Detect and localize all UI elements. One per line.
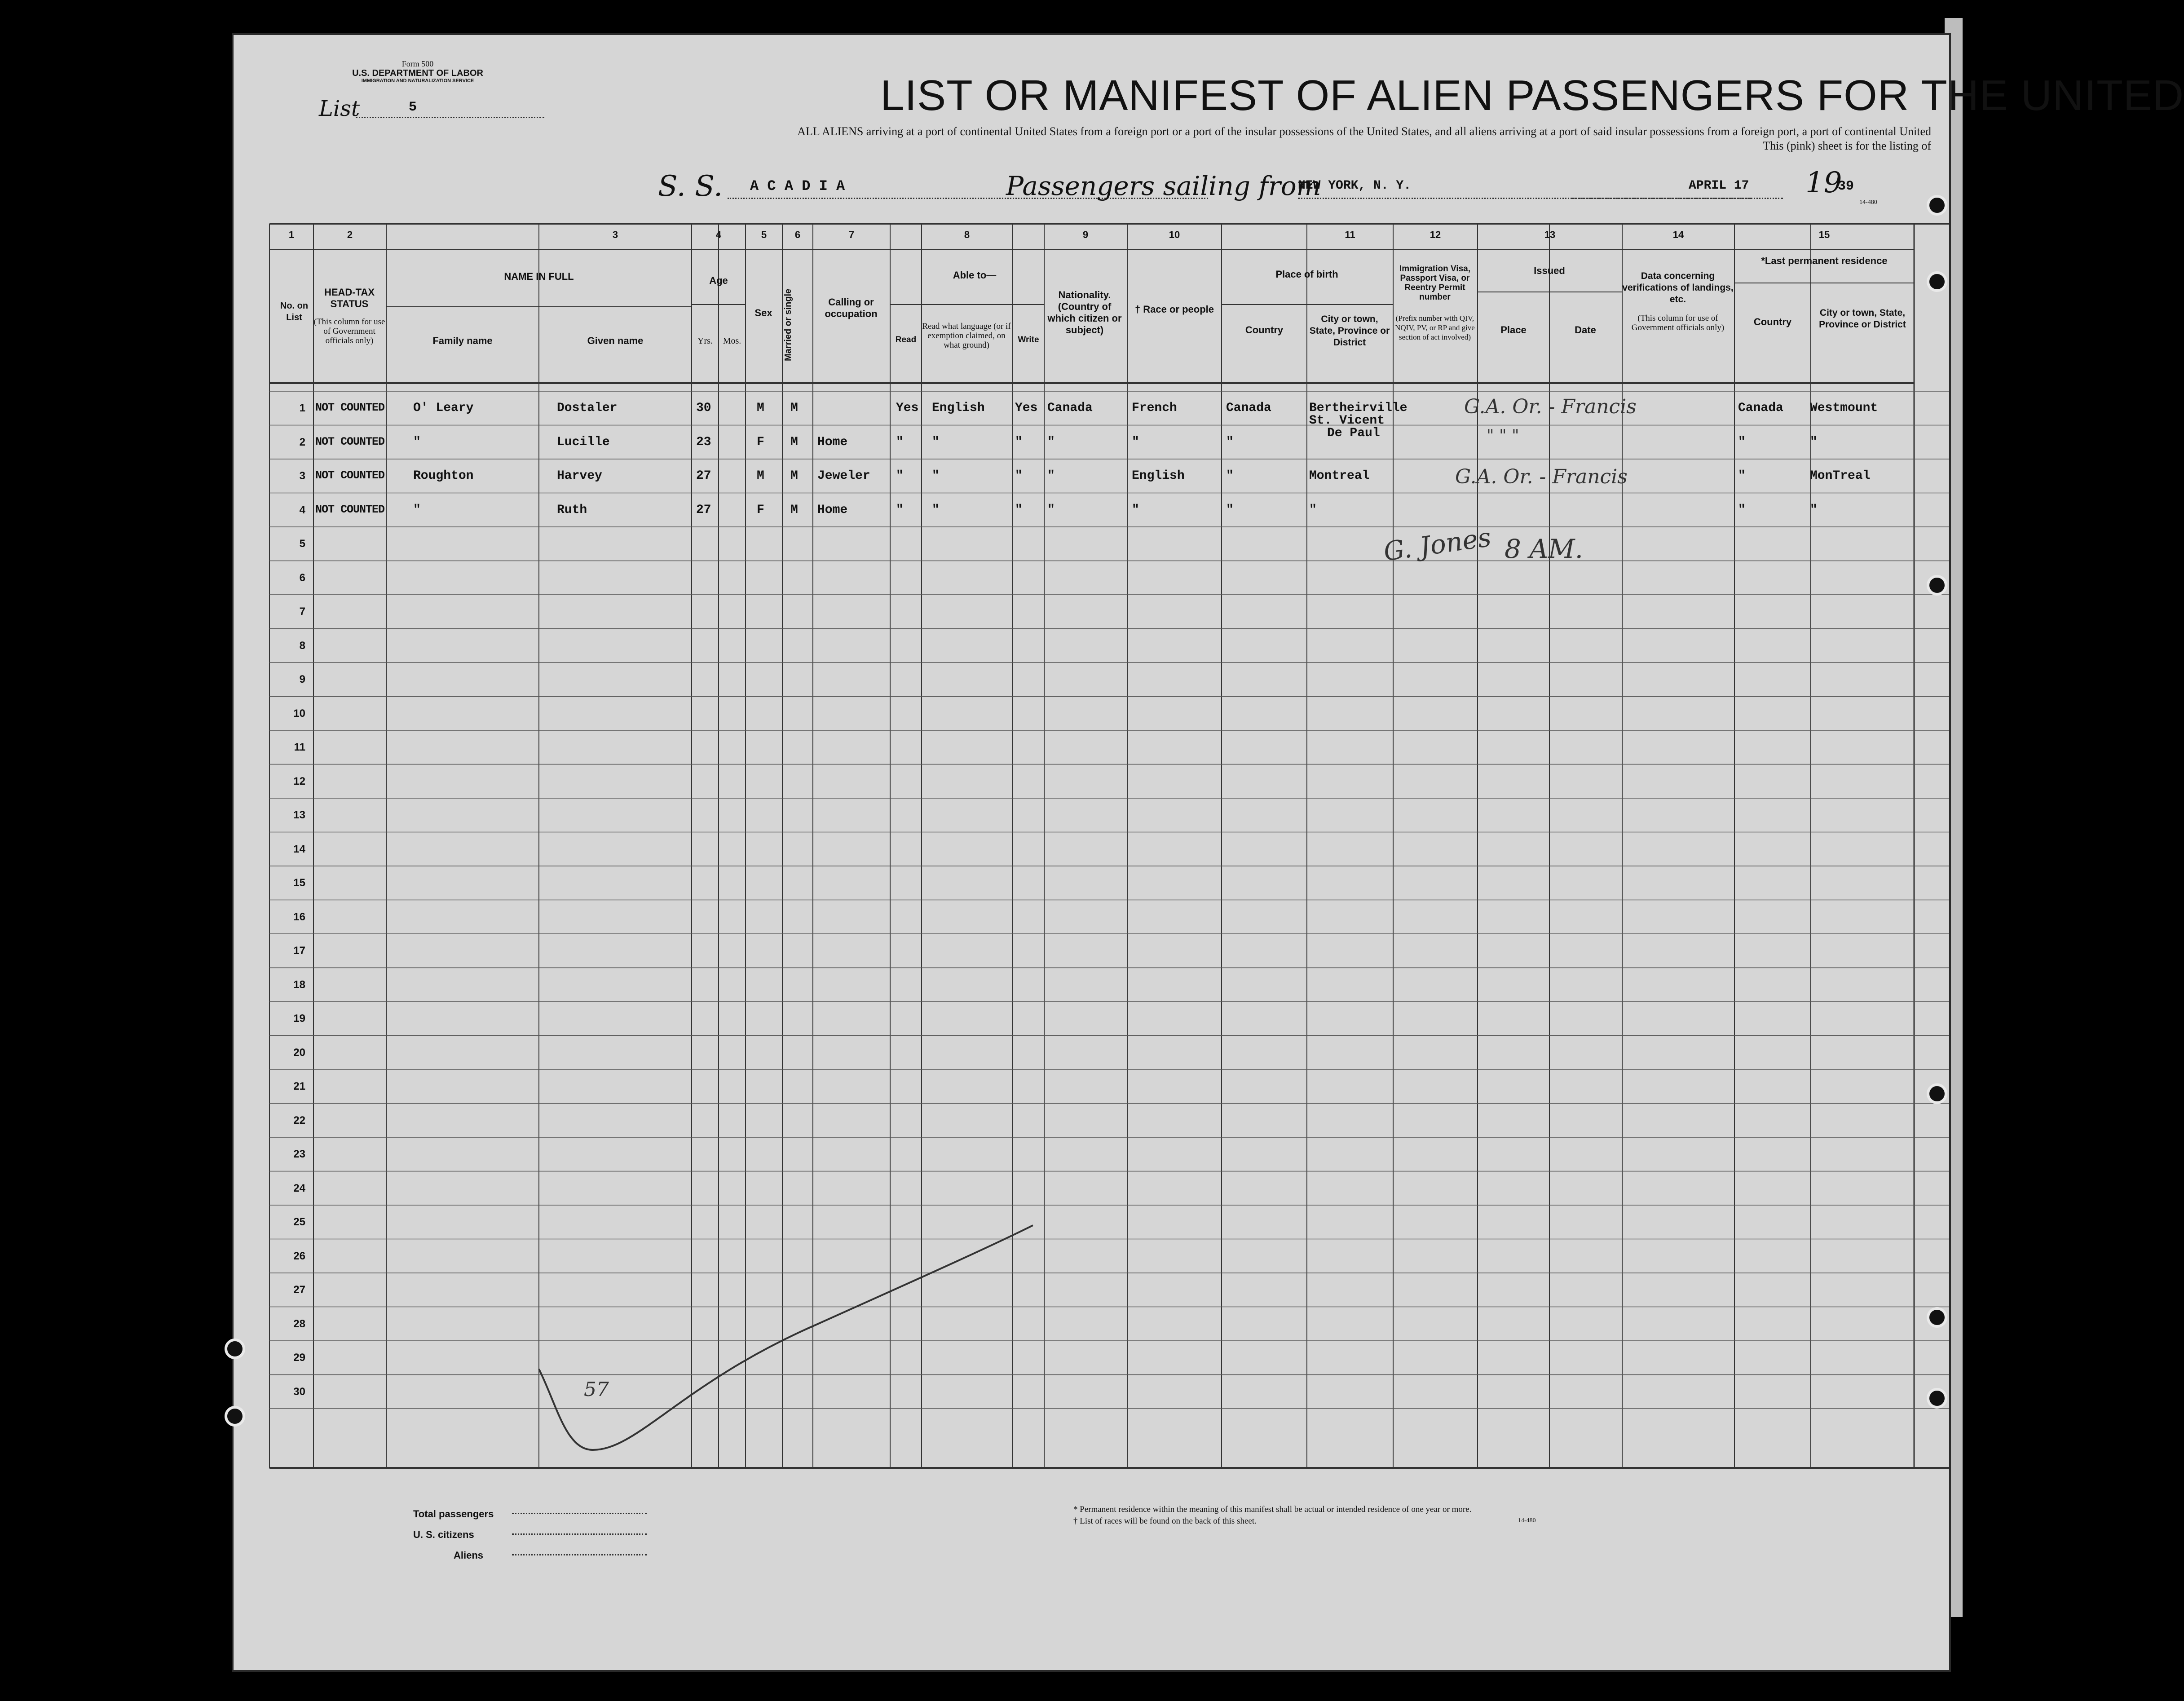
birth-country-cell: " bbox=[1226, 435, 1234, 449]
birth-country-cell: Canada bbox=[1226, 401, 1271, 415]
birth-city-cell: St. Vicent bbox=[1309, 414, 1385, 428]
birth-country-cell: " bbox=[1226, 503, 1234, 517]
header-no-on-list: No. on List bbox=[280, 301, 309, 323]
row-number: 4 bbox=[299, 504, 305, 516]
residence-country-cell: " bbox=[1738, 503, 1746, 517]
sex-cell: F bbox=[757, 503, 764, 517]
birth-country-cell: " bbox=[1226, 469, 1234, 483]
age-years-cell: 27 bbox=[696, 469, 711, 483]
footer-total-label: Total passengers bbox=[413, 1508, 494, 1520]
service-label: IMMIGRATION AND NATURALIZATION SERVICE bbox=[361, 78, 474, 84]
header-issued: Issued bbox=[1534, 265, 1565, 276]
footer-aliens-label: Aliens bbox=[454, 1550, 484, 1561]
header-birth-city: City or town, State, Province or District bbox=[1309, 314, 1390, 348]
header-read-language: Read what language (or if exemption claimed, on what ground) bbox=[922, 322, 1011, 350]
header-head-tax: HEAD-TAX STATUS bbox=[324, 287, 375, 309]
married-cell: M bbox=[790, 401, 798, 415]
sex-cell: M bbox=[757, 401, 764, 415]
row-number: 7 bbox=[299, 605, 305, 618]
married-cell: M bbox=[790, 503, 798, 517]
column-number: 4 bbox=[715, 229, 722, 240]
row-number: 9 bbox=[299, 673, 305, 685]
birth-city-cell: Bertheirville bbox=[1309, 401, 1407, 415]
header-age: Age bbox=[709, 275, 728, 286]
row-number: 3 bbox=[299, 470, 305, 482]
residence-city-cell: " bbox=[1810, 503, 1818, 517]
language-cell: English bbox=[932, 401, 985, 415]
residence-country-cell: " bbox=[1738, 469, 1746, 483]
note-signature: G. Jones bbox=[1381, 521, 1493, 567]
binder-hole bbox=[225, 1406, 245, 1427]
ss-label: S. S. bbox=[658, 170, 723, 203]
header-data-concerning: Data concerning verifications of landings, etc. bbox=[1622, 271, 1734, 305]
sailing-label: Passengers sailing from bbox=[1006, 171, 1321, 201]
column-number: 2 bbox=[347, 229, 353, 240]
column-number: 8 bbox=[964, 229, 970, 240]
header-write: Write bbox=[1018, 335, 1039, 345]
issued-handwriting-3: G.A. Or. - Francis bbox=[1455, 465, 1628, 488]
married-cell: M bbox=[790, 435, 798, 449]
family-name-cell: Roughton bbox=[413, 469, 474, 483]
header-nationality: Nationality. (Country of which citizen or subject) bbox=[1047, 289, 1122, 336]
residence-city-cell: Westmount bbox=[1810, 401, 1878, 415]
row-number: 14 bbox=[293, 843, 305, 855]
header-issued-date: Date bbox=[1575, 324, 1596, 336]
manifest-sheet bbox=[234, 35, 2184, 1670]
row-number: 2 bbox=[299, 436, 305, 448]
header-name-in-full: NAME IN FULL bbox=[504, 271, 574, 282]
subtitle-line-2: This (pink) sheet is for the listing of bbox=[1763, 139, 1931, 152]
header-last-residence: *Last permanent residence bbox=[1761, 255, 1888, 266]
row-number: 19 bbox=[293, 1012, 305, 1025]
footer-us-line bbox=[512, 1533, 647, 1535]
header-read: Read bbox=[895, 335, 917, 345]
read-cell: " bbox=[896, 469, 904, 483]
header-res-country: Country bbox=[1753, 316, 1792, 327]
row-number: 28 bbox=[293, 1317, 305, 1330]
column-number: 10 bbox=[1169, 229, 1180, 240]
age-years-cell: 30 bbox=[696, 401, 711, 415]
sex-cell: F bbox=[757, 435, 764, 449]
family-name-cell: " bbox=[413, 503, 421, 517]
read-cell: " bbox=[896, 503, 904, 517]
footer-aliens-line bbox=[512, 1554, 647, 1555]
row-number: 21 bbox=[293, 1080, 305, 1092]
header-birth-country: Country bbox=[1245, 324, 1284, 336]
binder-hole bbox=[1927, 1307, 1947, 1328]
year-prefix: 19 bbox=[1805, 166, 1842, 199]
language-cell: " bbox=[932, 435, 940, 449]
header-place-of-birth: Place of birth bbox=[1275, 269, 1338, 280]
row-number: 10 bbox=[293, 707, 305, 720]
residence-country-cell: " bbox=[1738, 435, 1746, 449]
row-number: 24 bbox=[293, 1182, 305, 1194]
header-sex: Sex bbox=[754, 307, 772, 318]
binder-hole bbox=[1927, 575, 1947, 596]
married-cell: M bbox=[790, 469, 798, 483]
birth-city-cell: De Paul bbox=[1327, 426, 1380, 440]
calling-cell: Home bbox=[817, 503, 848, 517]
row-number: 16 bbox=[293, 910, 305, 923]
row-number: 15 bbox=[293, 877, 305, 889]
column-number: 6 bbox=[794, 229, 801, 240]
read-cell: Yes bbox=[896, 401, 919, 415]
race-cell: French bbox=[1132, 401, 1177, 415]
age-years-cell: 23 bbox=[696, 435, 711, 449]
header-res-city: City or town, State, Province or District bbox=[1819, 308, 1906, 330]
sailing-from: NEW YORK, N. Y. bbox=[1298, 179, 1412, 193]
write-cell: Yes bbox=[1015, 401, 1038, 415]
header-visa-note: (Prefix number with QIV, NQIV, PV, or RP and give section of act involved) bbox=[1395, 314, 1475, 341]
column-number: 7 bbox=[848, 229, 855, 240]
column-number: 11 bbox=[1345, 229, 1355, 240]
residence-city-cell: " bbox=[1810, 435, 1818, 449]
footer-note-races: † List of races will be found on the back of this sheet. bbox=[1073, 1516, 1257, 1526]
column-number: 14 bbox=[1672, 229, 1684, 240]
footer-note-residence: * Permanent residence within the meaning of this manifest shall be actual or intended residence of one year or more. bbox=[1073, 1505, 1472, 1514]
header-visa: Immigration Visa, Passport Visa, or Reentry Permit number bbox=[1399, 264, 1471, 302]
row-number: 27 bbox=[293, 1284, 305, 1296]
row-number: 6 bbox=[299, 571, 305, 584]
status-cell: NOT COUNTED bbox=[315, 503, 385, 516]
header-issued-place: Place bbox=[1500, 324, 1527, 336]
sex-cell: M bbox=[757, 469, 764, 483]
year-suffix: 39 bbox=[1838, 179, 1854, 194]
race-cell: " bbox=[1132, 435, 1139, 449]
binder-hole bbox=[1927, 1388, 1947, 1409]
family-name-cell: " bbox=[413, 435, 421, 449]
row-number: 13 bbox=[293, 809, 305, 821]
note-time: 8 AM. bbox=[1505, 534, 1584, 564]
age-years-cell: 27 bbox=[696, 503, 711, 517]
calling-cell: Jeweler bbox=[817, 469, 870, 483]
subtitle-line-1: ALL ALIENS arriving at a port of continental United States from a foreign port or a port of the insular possessions of the United States, and all aliens arriving at a port of said insular possessions from a foreign port, a port of continental United bbox=[797, 125, 1931, 138]
footer-total-line bbox=[512, 1513, 647, 1514]
row-number: 29 bbox=[293, 1352, 305, 1364]
status-cell: NOT COUNTED bbox=[315, 401, 385, 414]
header-yrs: Yrs. bbox=[697, 336, 713, 346]
column-number: 12 bbox=[1430, 229, 1441, 240]
column-number: 15 bbox=[1818, 229, 1830, 240]
header-able-to: Able to— bbox=[953, 270, 997, 281]
column-number: 13 bbox=[1544, 229, 1556, 240]
write-cell: " bbox=[1015, 435, 1023, 449]
row-number: 8 bbox=[299, 639, 305, 652]
list-label: List bbox=[319, 96, 360, 121]
race-cell: " bbox=[1132, 503, 1139, 517]
row-number: 26 bbox=[293, 1250, 305, 1262]
residence-city-cell: MonTreal bbox=[1810, 469, 1871, 483]
row-number: 11 bbox=[294, 741, 305, 753]
row-number: 30 bbox=[293, 1385, 305, 1398]
form-number: Form 500 bbox=[402, 59, 434, 68]
list-number: 5 bbox=[409, 100, 417, 115]
write-cell: " bbox=[1015, 503, 1023, 517]
given-name-cell: Ruth bbox=[557, 503, 587, 517]
header-data-note: (This column for use of Government officials only) bbox=[1631, 314, 1725, 332]
calling-cell: Home bbox=[817, 435, 848, 449]
language-cell: " bbox=[932, 503, 940, 517]
row-number: 20 bbox=[293, 1046, 305, 1059]
column-number: 9 bbox=[1082, 229, 1089, 240]
tally-stroke bbox=[539, 1225, 1033, 1450]
given-name-cell: Dostaler bbox=[557, 401, 618, 415]
birth-city-cell: " bbox=[1309, 503, 1317, 517]
binder-hole bbox=[225, 1339, 245, 1359]
nationality-cell: " bbox=[1047, 503, 1055, 517]
header-calling: Calling or occupation bbox=[825, 296, 878, 319]
header-head-tax-note: (This column for use of Government officials only) bbox=[313, 317, 385, 345]
department-label: U.S. DEPARTMENT OF LABOR bbox=[352, 68, 483, 78]
status-cell: NOT COUNTED bbox=[315, 435, 385, 448]
column-number: 3 bbox=[612, 229, 618, 240]
family-name-cell: O' Leary bbox=[413, 401, 474, 415]
corner-code: 14-480 bbox=[1859, 199, 1877, 206]
row-number: 18 bbox=[293, 978, 305, 991]
binder-hole bbox=[1927, 195, 1947, 216]
footer-code: 14-480 bbox=[1518, 1517, 1536, 1524]
nationality-cell: Canada bbox=[1047, 401, 1093, 415]
binder-hole bbox=[1927, 271, 1947, 292]
footer-us-label: U. S. citizens bbox=[413, 1529, 474, 1540]
nationality-cell: " bbox=[1047, 435, 1055, 449]
status-cell: NOT COUNTED bbox=[315, 469, 385, 482]
binder-hole bbox=[1927, 1083, 1947, 1104]
row-number: 12 bbox=[293, 775, 305, 787]
birth-city-cell: Montreal bbox=[1309, 469, 1370, 483]
issued-handwriting-2: " " " bbox=[1487, 427, 1519, 445]
ship-name: A C A D I A bbox=[750, 178, 845, 194]
row-number: 25 bbox=[293, 1216, 305, 1228]
nationality-cell: " bbox=[1047, 469, 1055, 483]
issued-handwriting-1: G.A. Or. - Francis bbox=[1464, 395, 1637, 418]
column-number: 5 bbox=[761, 229, 767, 240]
given-name-cell: Harvey bbox=[557, 469, 602, 483]
column-number: 1 bbox=[288, 229, 295, 240]
header-given-name: Given name bbox=[587, 335, 644, 346]
header-married: Married or single bbox=[783, 288, 793, 361]
tally-number: 57 bbox=[584, 1378, 609, 1401]
row-number: 22 bbox=[293, 1114, 305, 1127]
write-cell: " bbox=[1015, 469, 1023, 483]
given-name-cell: Lucille bbox=[557, 435, 610, 449]
page-title: LIST OR MANIFEST OF ALIEN PASSENGERS FOR THE UNITED bbox=[880, 71, 2184, 119]
row-number: 1 bbox=[299, 402, 305, 414]
race-cell: English bbox=[1132, 469, 1185, 483]
sailing-date: APRIL 17 bbox=[1689, 179, 1749, 193]
residence-country-cell: Canada bbox=[1738, 401, 1783, 415]
row-number: 23 bbox=[293, 1148, 305, 1160]
row-number: 5 bbox=[299, 538, 305, 550]
read-cell: " bbox=[896, 435, 904, 449]
header-race: † Race or people bbox=[1134, 304, 1214, 315]
header-family-name: Family name bbox=[432, 335, 493, 346]
header-mos: Mos. bbox=[723, 336, 741, 346]
language-cell: " bbox=[932, 469, 940, 483]
row-number: 17 bbox=[293, 945, 305, 957]
